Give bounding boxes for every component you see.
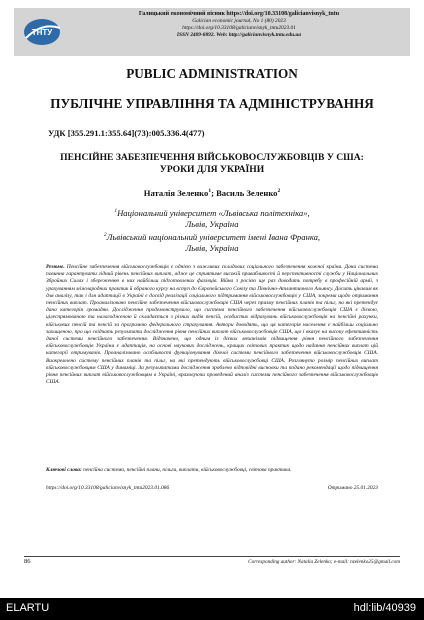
logo-text: ТНТУ (31, 28, 53, 37)
author-1: Наталія Зеленко (143, 188, 209, 198)
author-2: Василь Зеленко (216, 188, 278, 198)
section-title-en: PUBLIC ADMINISTRATION (126, 66, 298, 81)
udc-code: УДК [355.291.1:355.64](73):005.336.4(477) (48, 128, 205, 138)
header-issue: Galician economic journal, No 1 (80) 2023 (192, 18, 286, 24)
abstract (46, 264, 378, 386)
paper-title (30, 152, 394, 176)
doi-row (46, 485, 378, 493)
footer-divider (24, 556, 400, 557)
section-title-ua: ПУБЛІЧНЕ УПРАВЛІННЯ ТА АДМІНІСТРУВАННЯ (50, 96, 374, 111)
author-1-sup: 1 (208, 188, 212, 195)
affiliation-2-sup: 2 (103, 232, 107, 239)
abstract-text: Пенсійне забезпечення військовослужбовців є однією з важливих складових соціального забезпечення кожної країни. Дана система повинна гарантувати гідний рівень пенсійних виплат, адже це сприятиме високій привабливості й перспективності служби у Національних Збройних Силах і збереженню в них найбільш підготовлених фахівців. Війна з росією ще раз доводить потребу в професійній армії, з урахуванням міжнародних практик й обраного курсу на вступ до Європейського Союзу та Північно-Атлантичного Альянсу. Досить цікавим як для аналізу, так і для адаптації в Україні є досвід реалізації соціального підтримання військовослужбовців у США, зокрема щодо отримання пенсійних виплат. Проаналізовано пенсійне забезпечення військовослужбовців США через призму пенсійних планів та пільг, на які претендує дана категорія громадян. Дослідження продемонструвало, що система пенсійного забезпечення військовослужбовців США є дієвою, цілеспрямованою та налагодженою й складається з різних видів пенсій, особистих відрахувань військовослужбовців на пенсійні рахунки, військових пенсій та пенсій за програмою федерального страхування. Автори доводять, що ця категорія населення є найбільш соціально захищеною, про що свідчать результати дослідження рівня пенсійних виплат військовослужбовців США, що і вказує на високу ефективність даної системи пенсійного забезпечення. Відзначено, що одним із дієвих механізмів підвищення рівня пенсійного забезпечення військовослужбовців України є адаптація, на основі наукових досліджень, кращих світових практик щодо надання пенсійних виплат цій категорії отримувачів. Проаналізовано особливості функціонування діючої системи пенсійного забезпечення військовослужбовців США. Виокремлено систему пенсійних планів та пільг, на які претендують військовослужбовці США. Розглянуто розмір пенсійних виплат військовослужбовцям США у динаміці. За результатами дослідження зроблено відповідні висновки та подано рекомендації щодо підвищення рівня пенсійних виплат військовослужбовцям в Україні, враховуючи проведений аналіз системи пенсійного забезпечення військовослужбовців США. (46, 264, 378, 386)
paper-title-line1: ПЕНСІЙНЕ ЗАБЕЗПЕЧЕННЯ ВІЙСЬКОВОСЛУЖБОВЦІВ У США: (60, 152, 364, 163)
repository-bar (0, 598, 424, 620)
affiliation-1-sup: 1 (114, 208, 118, 215)
author-separator: ; (211, 188, 217, 198)
header-issn: ISSN 2409-8892. Web: http://galicianvisnyk.tntu.edu.ua (176, 32, 302, 38)
affiliation-1-name: Національний університет «Львівська політехніка», (117, 208, 310, 218)
author-2-sup: 2 (277, 188, 281, 195)
affiliation-1-city: Львів, Україна (185, 219, 239, 229)
affiliation-2-name: Львівський національний університет імені Івана Франка, (106, 232, 321, 242)
journal-header (14, 8, 410, 56)
received-date: Отримано 25.01.2023 (327, 485, 378, 491)
authors (0, 188, 424, 198)
keywords-heading: Ключові слова: (46, 467, 82, 473)
handle-id[interactable]: hdl:lib/40939 (353, 602, 416, 614)
header-doi: https://doi.org/10.33108/galicianvisnyk_tntu2023.01 (182, 25, 296, 31)
page-number: 86 (24, 558, 31, 565)
journal-logo-icon (20, 16, 64, 48)
keywords-text: пенсійна система, пенсійні плани, пільги, виплати, військовослужбовці, світова практика. (83, 467, 292, 473)
header-journal-name: Галицький економічний вісник https://doi.org/10.33108/galicianvisnyk_tntu (138, 11, 340, 17)
header-text (72, 11, 406, 39)
abstract-heading: Резюме. (46, 264, 65, 270)
keywords (46, 467, 378, 474)
affiliation-2-city: Львів, Україна (185, 243, 239, 253)
article-doi-link[interactable]: https://doi.org/10.33108/galicianvisnyk_tntu2023.01.086 (46, 485, 170, 491)
paper-title-line2: УРОКИ ДЛЯ УКРАЇНИ (159, 164, 265, 175)
corresponding-author: Corresponding author: Natalia Zelenko; e-mail: nzelenko25@gmail.com (248, 559, 400, 565)
affiliation-2 (0, 232, 424, 254)
repository-name: ELARTU (6, 602, 50, 614)
affiliation-1 (0, 208, 424, 230)
